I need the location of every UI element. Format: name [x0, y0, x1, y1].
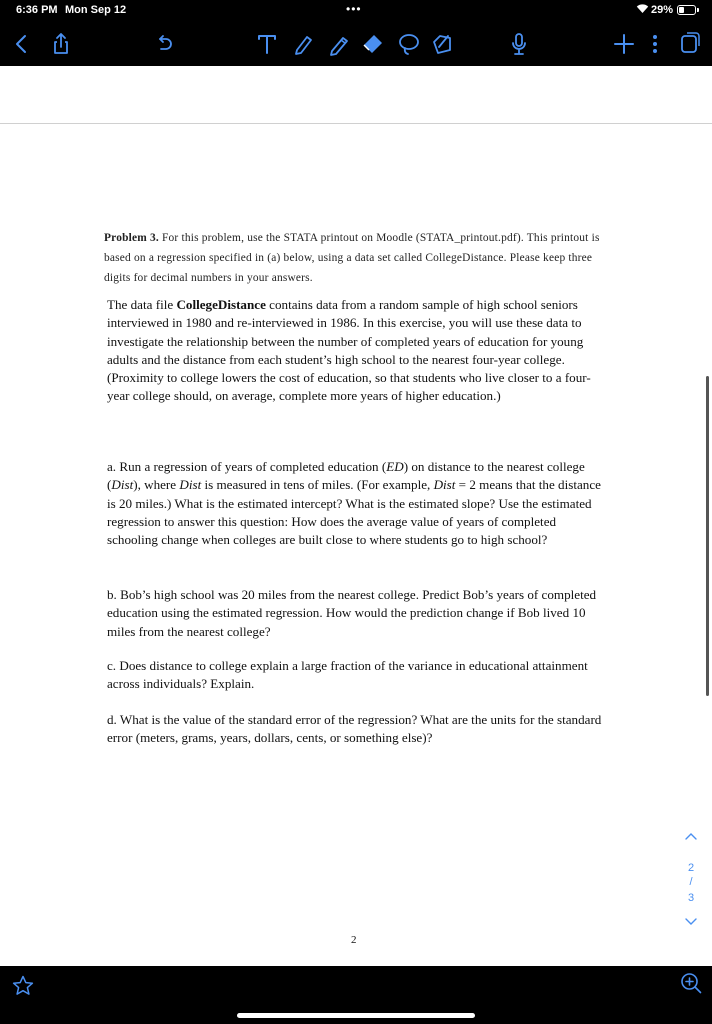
previous-page-icon[interactable]: [685, 832, 697, 840]
question-a: a. Run a regression of years of completed education (ED) on distance to the nearest college (Dist), where Dist is measured in tens of miles. (For example, Dist = 2 means that the distance is 20 miles.) What is the estimated intercept? What is the estimated slope? Use the estimated regression to answer this question: How does the average value of years of completed schooling change when colleges are built close to where students go to high school?: [107, 459, 601, 548]
current-page: 2: [687, 862, 695, 874]
home-indicator[interactable]: [237, 1013, 475, 1018]
more-icon[interactable]: [641, 30, 669, 58]
zoom-in-icon[interactable]: [680, 972, 702, 994]
document-page[interactable]: [0, 66, 712, 966]
toolbar: [0, 22, 712, 66]
lasso-icon[interactable]: [395, 30, 423, 58]
question-d: d. What is the value of the standard error of the regression? What are the units for the standard error (meters, grams, years, dollars, cents, or something else)?: [107, 712, 602, 746]
problem-statement: [104, 228, 608, 288]
status-time: 6:36 PM: [16, 4, 58, 16]
status-date: Mon Sep 12: [65, 4, 127, 16]
question-b: b. Bob’s high school was 20 miles from the nearest college. Predict Bob’s years of completed education using the estimated regression. How would the prediction change if Bob lived 10 miles from the nearest college?: [107, 587, 597, 639]
multitasking-dots[interactable]: •••: [346, 2, 362, 16]
status-bar: [0, 0, 712, 22]
shapes-icon[interactable]: [428, 30, 456, 58]
question-c: c. Does distance to college explain a large fraction of the variance in educational attainment across individuals? Explain.: [107, 658, 588, 692]
total-pages: 3: [687, 892, 695, 904]
pages-icon[interactable]: [675, 30, 703, 58]
battery-icon: [677, 5, 696, 15]
problem-label: Problem 3.: [104, 232, 159, 244]
page-number: 2: [351, 934, 357, 946]
favorite-star-icon[interactable]: [11, 974, 35, 998]
battery-percent: 29%: [651, 4, 674, 16]
scrollbar[interactable]: [706, 376, 709, 696]
microphone-icon[interactable]: [505, 30, 533, 58]
dataset-name: CollegeDistance: [176, 297, 266, 312]
pencil-icon[interactable]: [325, 30, 353, 58]
problem-text: For this problem, use the STATA printout on Moodle (STATA_printout.pdf). This printout is based on a regression specified in (a) below, using a data set called CollegeDistance. Please keep three digits for decimal numbers in your answers.: [104, 232, 600, 284]
page-separator: /: [689, 876, 693, 888]
next-page-icon[interactable]: [685, 918, 697, 926]
page-divider: [0, 123, 712, 124]
bottom-bar: [0, 966, 712, 1024]
text-tool-icon[interactable]: [253, 30, 281, 58]
add-page-icon[interactable]: [610, 30, 638, 58]
share-icon[interactable]: [47, 30, 75, 58]
undo-icon[interactable]: [150, 30, 178, 58]
intro-paragraph: The data file CollegeDistance contains data from a random sample of high school seniors interviewed in 1980 and re-interviewed in 1986. In this exercise, you will use these data to investigate the relationship between the number of completed years of education for young adults and the distance from each student’s high school to the nearest four-year college. (Proximity to college lowers the cost of education, so that students who live closer to a four-year college should, on average, complete more years of higher education.): [107, 297, 591, 404]
pen-icon[interactable]: [289, 30, 317, 58]
back-icon[interactable]: [8, 30, 36, 58]
eraser-icon[interactable]: [359, 30, 387, 58]
wifi-icon: [636, 3, 649, 14]
